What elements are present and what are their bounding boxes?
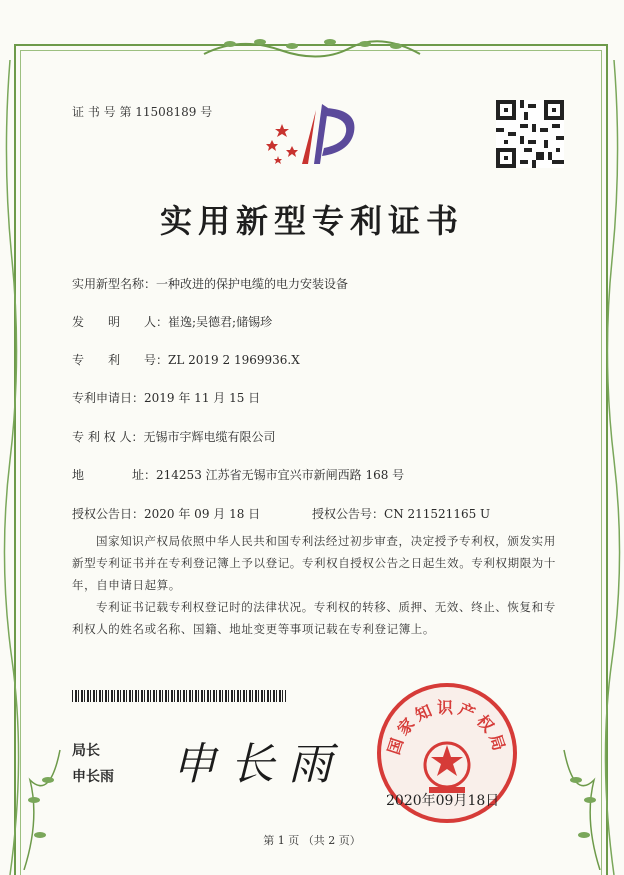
- field-patent-number: [72, 351, 300, 368]
- field-application-date: [72, 389, 260, 406]
- field-value: ZL 2019 2 1969936.X: [168, 353, 300, 367]
- field-inventors: [72, 313, 272, 330]
- field-label: 地 址：: [72, 468, 157, 482]
- field-value: 无锡市宇辉电缆有限公司: [143, 430, 276, 444]
- barcode: [72, 690, 286, 702]
- page-number: 第 1 页 （共 2 页）: [263, 834, 361, 847]
- qr-code-icon: [496, 100, 564, 168]
- field-label: 专 利 权 人：: [72, 430, 144, 444]
- field-value: 崔逸;吴德君;储锡珍: [168, 315, 273, 329]
- field-label: 授权公告号：: [312, 507, 385, 521]
- certificate-number-suffix: 号: [200, 105, 213, 119]
- certificate-number-label: 证 书 号 第: [72, 105, 132, 119]
- field-patentee: [72, 428, 275, 445]
- bottom-left-ornament: [20, 740, 80, 870]
- legal-paragraph-1: 国家知识产权局依照中华人民共和国专利法经过初步审查，决定授予专利权，颁发实用新型专利证书并在专利登记簿上予以登记。专利权自授权公告之日起生效。专利权期限为十年，自申请日起算。: [72, 534, 556, 592]
- signatory-title: 局长: [72, 743, 100, 759]
- cnipa-logo-icon: [262, 100, 362, 170]
- seal-text: 国家知识产权局: [384, 698, 510, 757]
- field-grant-number: [312, 505, 490, 522]
- page-title: 实用新型专利证书: [159, 202, 464, 240]
- field-value: 2020 年 09 月 18 日: [144, 507, 261, 521]
- field-address: [72, 466, 404, 483]
- field-value: 214253 江苏省无锡市宜兴市新闸西路 168 号: [156, 468, 405, 482]
- certificate-number: [72, 103, 212, 120]
- field-grant-date: [72, 505, 260, 522]
- right-ornament: [604, 60, 624, 875]
- left-ornament: [0, 60, 20, 875]
- field-value: CN 211521165 U: [384, 507, 491, 521]
- field-utility-model-name: [72, 275, 348, 292]
- handwritten-signature: 申长雨: [172, 739, 346, 790]
- field-label: 授权公告日：: [72, 507, 145, 521]
- certificate-number-value: 11508189: [135, 105, 197, 119]
- legal-paragraph-2: 专利证书记载专利权登记时的法律状况。专利权的转移、质押、无效、终止、恢复和专利权人的姓名或名称、国籍、地址变更等事项记载在专利登记簿上。: [72, 600, 556, 636]
- signatory-name: 申长雨: [72, 769, 114, 785]
- bottom-right-ornament: [544, 740, 604, 870]
- field-value: 一种改进的保护电缆的电力安装设备: [156, 277, 349, 291]
- field-label: 实用新型名称：: [72, 277, 157, 291]
- field-label: 发 明 人：: [72, 315, 169, 329]
- seal-date: 2020年09月18日: [386, 793, 500, 809]
- field-label: 专 利 号：: [72, 353, 169, 367]
- field-label: 专利申请日：: [72, 391, 145, 405]
- field-value: 2019 年 11 月 15 日: [144, 391, 261, 405]
- top-ornament: [200, 32, 424, 62]
